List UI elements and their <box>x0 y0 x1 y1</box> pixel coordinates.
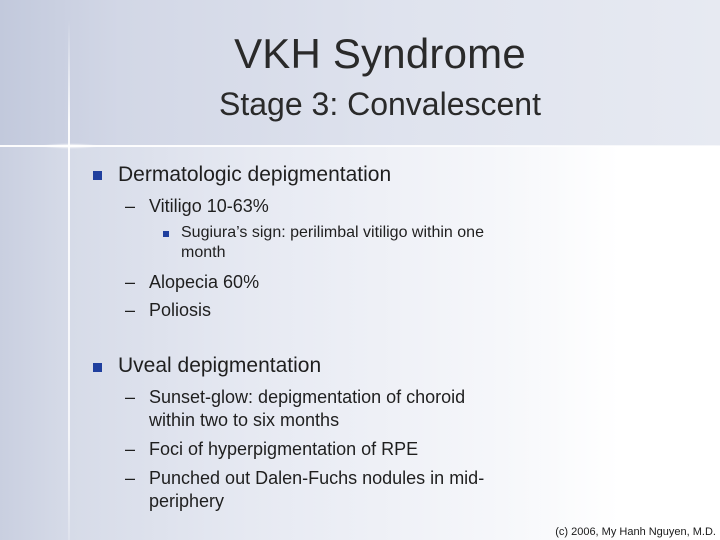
list-item-continued: within two to six months <box>149 410 340 430</box>
section-heading-uveal: Uveal depigmentation <box>118 354 322 377</box>
section-heading-dermatologic: Dermatologic depigmentation <box>118 163 392 186</box>
list-item: Punched out Dalen-Fuchs nodules in mid- <box>149 468 485 488</box>
dash-icon: – <box>125 387 136 407</box>
bullet-square-icon <box>93 171 102 180</box>
dash-icon: – <box>125 196 136 216</box>
list-subitem-continued: month <box>181 244 226 261</box>
bullet-square-icon <box>163 231 169 237</box>
dash-icon: – <box>125 272 136 292</box>
dash-icon: – <box>125 439 136 459</box>
dash-icon: – <box>125 468 136 488</box>
copyright-footer: (c) 2006, My Hanh Nguyen, M.D. <box>555 526 716 538</box>
list-item: Foci of hyperpigmentation of RPE <box>149 439 419 459</box>
list-item: Poliosis <box>149 300 212 320</box>
list-subitem: Sugiura’s sign: perilimbal vitiligo within one <box>181 224 484 241</box>
list-item-continued: periphery <box>149 491 225 511</box>
list-item: Alopecia 60% <box>149 272 260 292</box>
list-item: Sunset-glow: depigmentation of choroid <box>149 387 466 407</box>
dash-icon: – <box>125 300 136 320</box>
list-item: Vitiligo 10-63% <box>149 196 269 216</box>
slide-subtitle: Stage 3: Convalescent <box>219 86 541 122</box>
bullet-square-icon <box>93 363 102 372</box>
slide-title: VKH Syndrome <box>234 30 526 77</box>
